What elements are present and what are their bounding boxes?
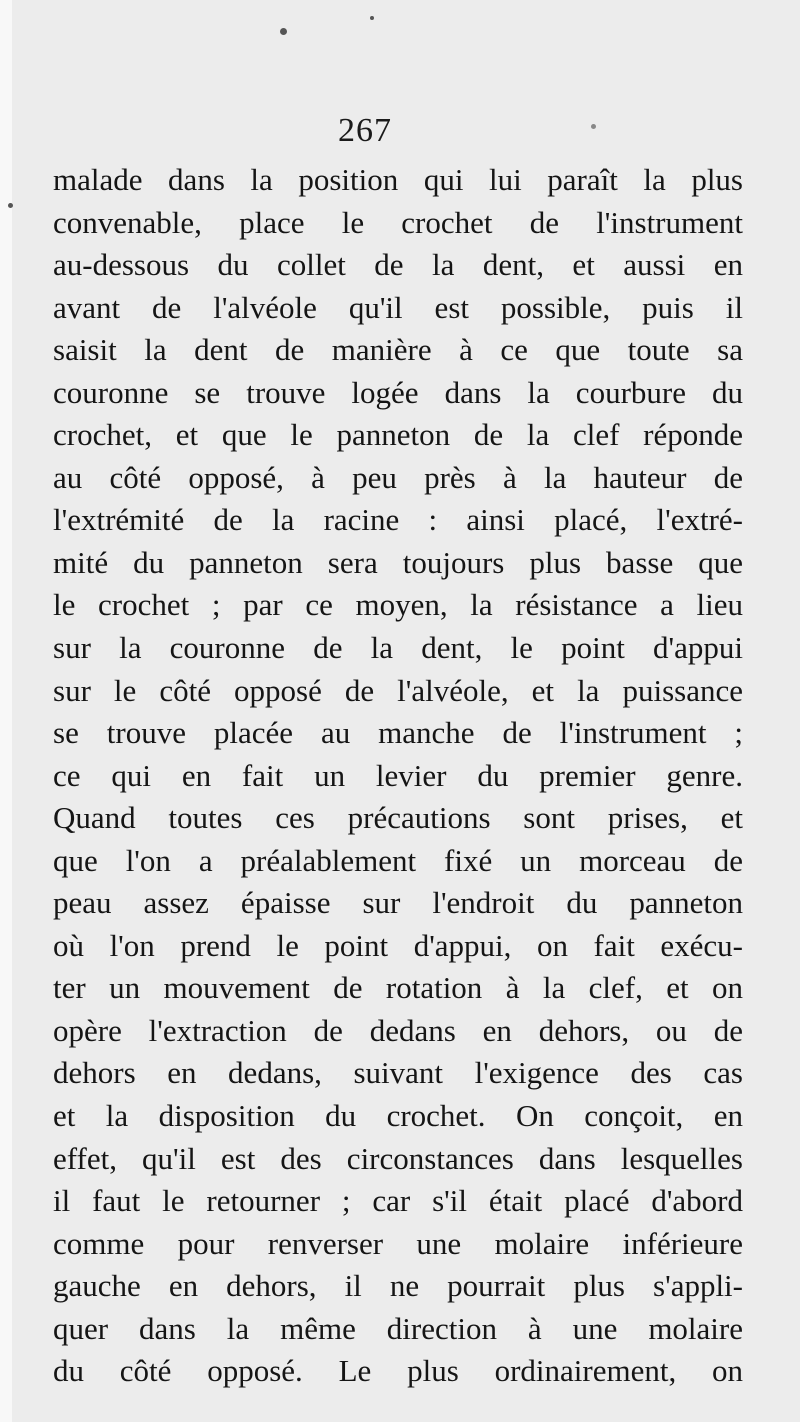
text-line: et la disposition du crochet. On conçoit, en bbox=[53, 1098, 743, 1134]
text-line: peau assez épaisse sur l'endroit du panneton bbox=[53, 885, 743, 921]
text-line: couronne se trouve logée dans la courbure du bbox=[53, 374, 743, 410]
text-line: effet, qu'il est des circonstances dans lesquelles bbox=[53, 1140, 743, 1176]
text-line: Quand toutes ces précautions sont prises, et bbox=[53, 800, 743, 836]
text-line: ce qui en fait un levier du premier genre. bbox=[53, 757, 743, 793]
text-line: l'extrémité de la racine : ainsi placé, l'extré- bbox=[53, 502, 743, 538]
text-line: dehors en dedans, suivant l'exigence des cas bbox=[53, 1055, 743, 1091]
text-line: malade dans la position qui lui paraît la plus bbox=[53, 162, 743, 197]
text-line: se trouve placée au manche de l'instrument ; bbox=[53, 715, 743, 751]
text-line: au-dessous du collet de la dent, et aussi en bbox=[53, 247, 743, 283]
text-line: gauche en dehors, il ne pourrait plus s'appli- bbox=[53, 1268, 743, 1304]
text-line: opère l'extraction de dedans en dehors, ou de bbox=[53, 1012, 743, 1048]
ink-speck bbox=[370, 16, 374, 20]
text-line: du côté opposé. Le plus ordinairement, on bbox=[53, 1353, 743, 1389]
text-line: où l'on prend le point d'appui, on fait exécu- bbox=[53, 927, 743, 963]
text-line: au côté opposé, à peu près à la hauteur de bbox=[53, 459, 743, 495]
text-line: sur la couronne de la dent, le point d'appui bbox=[53, 630, 743, 666]
text-line: il faut le retourner ; car s'il était placé d'abord bbox=[53, 1183, 743, 1219]
ink-speck bbox=[280, 28, 287, 35]
text-line: mité du panneton sera toujours plus basse que bbox=[53, 544, 743, 580]
body-text bbox=[53, 159, 743, 1393]
text-line: avant de l'alvéole qu'il est possible, puis il bbox=[53, 289, 743, 325]
text-line: que l'on a préalablement fixé un morceau de bbox=[53, 842, 743, 878]
page-edge bbox=[0, 0, 12, 1422]
ink-speck bbox=[591, 124, 596, 129]
ink-speck bbox=[8, 203, 13, 208]
page-number: 267 bbox=[338, 112, 392, 149]
text-line: crochet, et que le panneton de la clef réponde bbox=[53, 417, 743, 453]
text-line: ter un mouvement de rotation à la clef, et on bbox=[53, 970, 743, 1006]
text-line: le crochet ; par ce moyen, la résistance a lieu bbox=[53, 587, 743, 623]
text-line: convenable, place le crochet de l'instrument bbox=[53, 204, 743, 240]
text-line: quer dans la même direction à une molaire bbox=[53, 1310, 743, 1346]
text-line: comme pour renverser une molaire inférieure bbox=[53, 1225, 743, 1261]
text-line: sur le côté opposé de l'alvéole, et la puissance bbox=[53, 672, 743, 708]
text-line: saisit la dent de manière à ce que toute sa bbox=[53, 332, 743, 368]
